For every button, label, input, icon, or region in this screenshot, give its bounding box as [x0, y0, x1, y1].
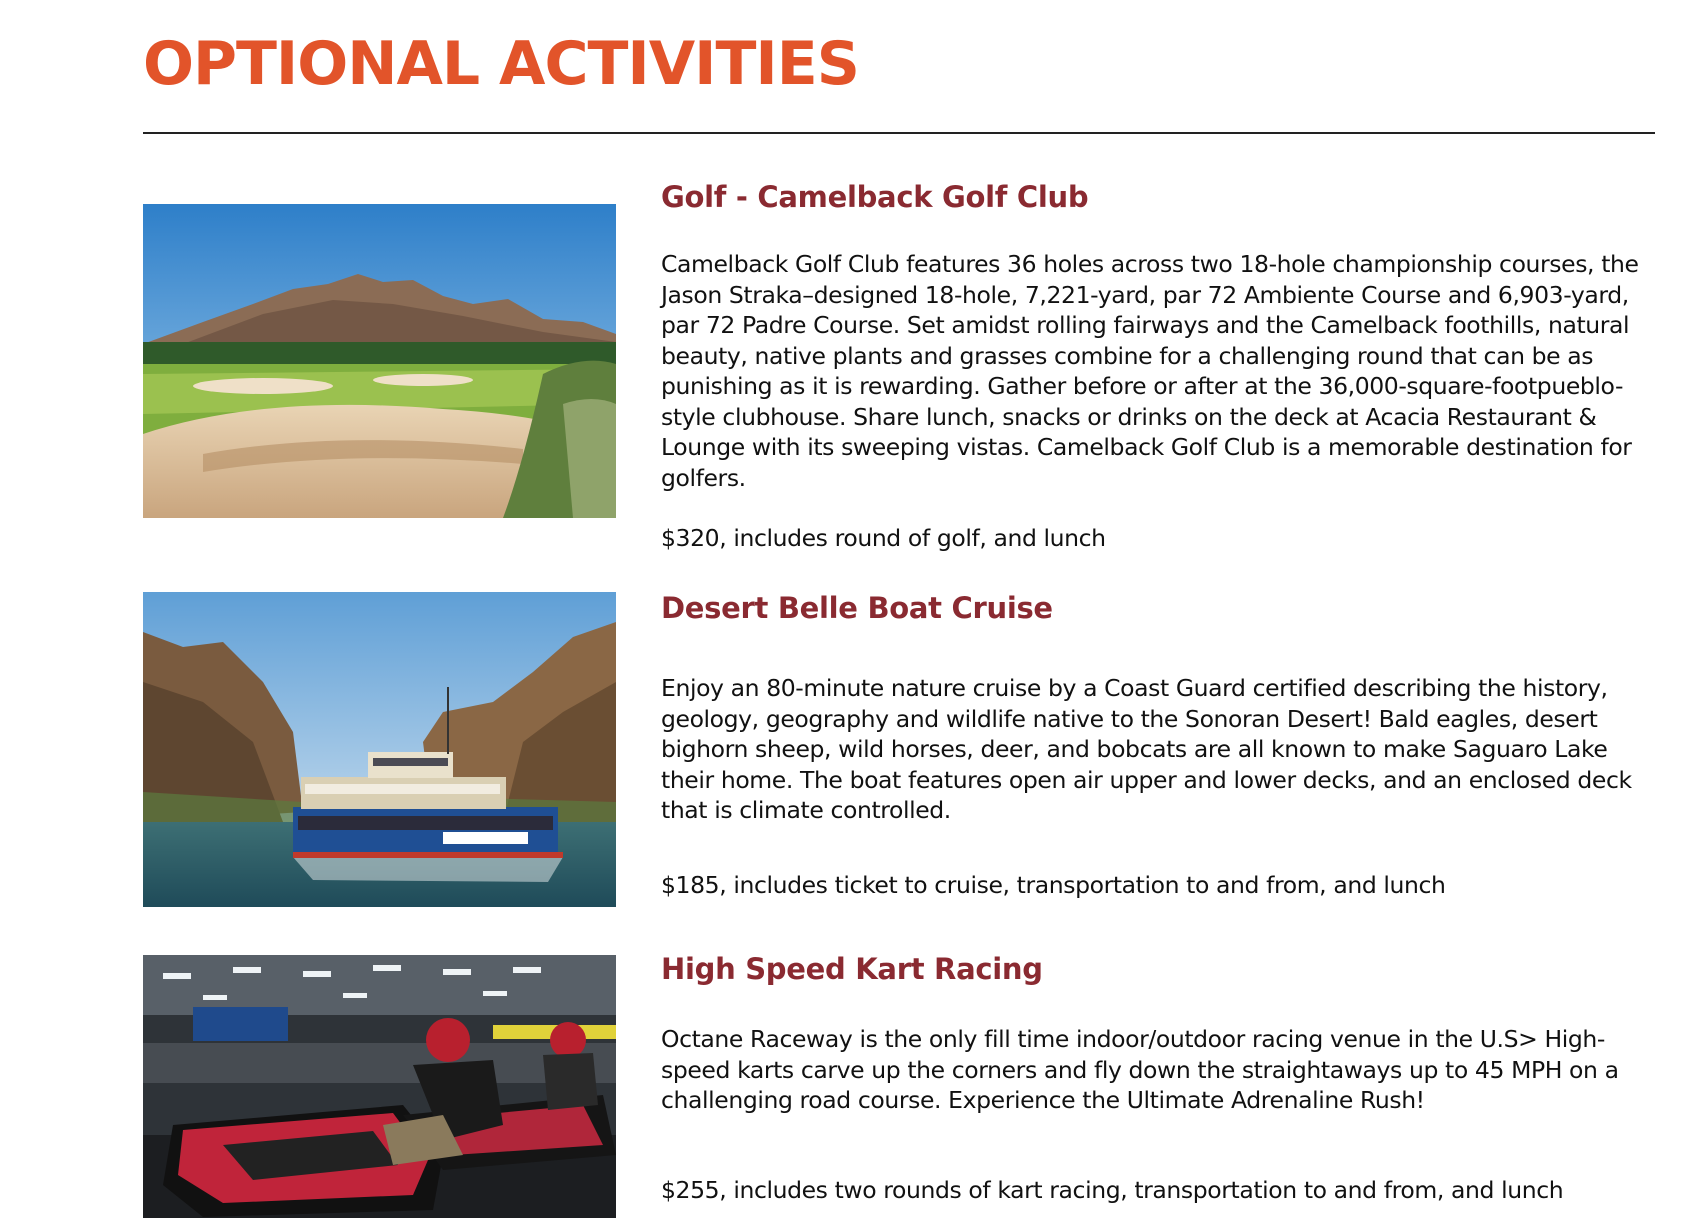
golf-course-photo: [143, 204, 616, 518]
activity-price-boat: $185, includes ticket to cruise, transportation to and from, and lunch: [661, 871, 1446, 899]
activity-description-boat: Enjoy an 80-minute nature cruise by a Coast Guard certified describing the history, geology, geography and wildlife native to the Sonoran Desert! Bald eagles, desert bighorn sheep, wild horses, deer, and bobcats are all known to make Saguaro Lake their home. The boat features open air upper and lower decks, and an enclosed deck that is climate controlled.: [661, 674, 1632, 824]
kart-racing-photo: [143, 955, 616, 1218]
page-title: OPTIONAL ACTIVITIES: [143, 29, 859, 99]
activity-title-kart: High Speed Kart Racing: [661, 952, 1043, 986]
title-divider: [143, 132, 1655, 134]
activity-price-golf: $320, includes round of golf, and lunch: [661, 524, 1106, 552]
activity-title-golf: Golf - Camelback Golf Club: [661, 180, 1089, 214]
activity-title-boat: Desert Belle Boat Cruise: [661, 591, 1053, 625]
activity-description-kart: Octane Raceway is the only fill time indoor/outdoor racing venue in the U.S> High-speed karts carve up the corners and fly down the straightaways up to 45 MPH on a challenging road course. Experience the Ultimate Adrenaline Rush!: [661, 1025, 1619, 1114]
boat-cruise-photo: [143, 592, 616, 907]
activity-price-kart: $255, includes two rounds of kart racing, transportation to and from, and lunch: [661, 1176, 1564, 1204]
activity-description-golf: Camelback Golf Club features 36 holes across two 18-hole championship courses, the Jason Straka–designed 18-hole, 7,221-yard, par 72 Ambiente Course and 6,903-yard, par 72 Padre Course. Set amidst rolling fairways and the Camelback foothills, natural beauty, native plants and grasses combine for a challenging round that can be as punishing as it is rewarding. Gather before or after at the 36,000-square-footpueblo-style clubhouse. Share lunch, snacks or drinks on the deck at Acacia Restaurant & Lounge with its sweeping vistas. Camelback Golf Club is a memorable destination for golfers.: [661, 250, 1639, 492]
